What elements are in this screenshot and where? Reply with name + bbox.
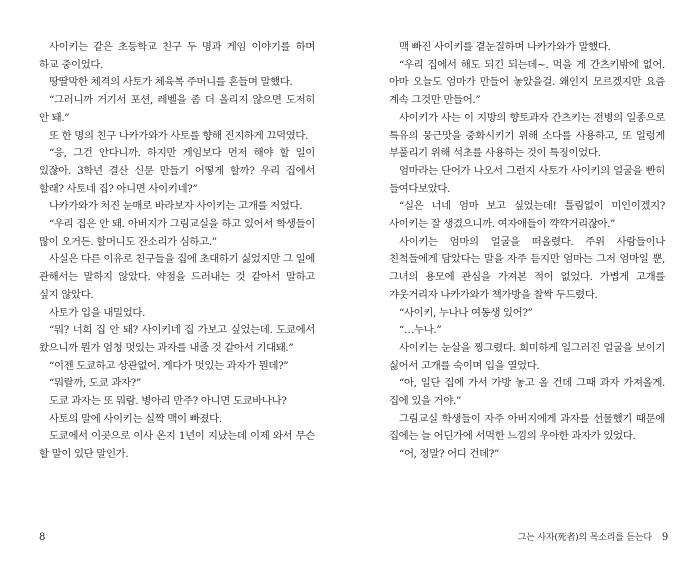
paragraph: 사토의 말에 사이키는 실짝 맥이 빠졌다. — [49, 412, 222, 425]
paragraph: 사이키는 눈살을 찡그렸다. 희미하게 일그러진 얼굴을 보이기 싫어서 고개를 숙이며 입을 열었다. — [389, 341, 665, 372]
paragraph: 사이키는 엄마의 얼굴을 떠올렸다. 주위 사람들이나 친척들에게 담았다는 말을 자주 듣지만 엄마는 그저 엄마일 뿐, 그녀의 용모에 관심을 가져본 적이 없었다. 가볍게 고개를 갸웃거리자 나카가와가 책가방을 찰싹 두드렸다. — [389, 235, 665, 301]
running-footer — [518, 532, 668, 544]
paragraph: 맥 빠진 사이키를 곁눈질하며 나카가와가 말했다. — [399, 41, 611, 53]
paragraph: 도쿄에서 이곳으로 이사 온지 1년이 지났는데 이제 와서 무슨 할 말이 있단 말인가. — [39, 430, 315, 461]
paragraph: “아, 일단 집에 가서 가방 놓고 올 건데 그때 과자 가져올게. 집에 있을 거야.” — [389, 377, 665, 408]
paragraph: 사이키는 같은 초등학교 친구 두 명과 게임 이야기를 하며 하교 중이었다. — [39, 41, 315, 71]
left-page-body — [39, 39, 315, 464]
paragraph: “응, 그건 안다니까. 하지만 게임보다 먼저 해야 할 일이 있잖아. 3학년 결산 신문 만들기 어떻게 할까? 우리 집에서 할래? 사토네 집? 아니면 사이키네?” — [39, 147, 315, 195]
paragraph: “뭐랄까, 도쿄 과자?” — [49, 377, 141, 390]
paragraph: 나카가와가 처진 눈매로 바라보자 사이키는 고개를 저었다. — [49, 200, 303, 213]
right-page — [350, 0, 700, 562]
paragraph: “우리 집은 안 돼. 아버지가 그림교실을 하고 있어서 학생들이 많이 오거든. 할머니도 잔소리가 심하고.” — [39, 218, 315, 248]
paragraph: “우리 집에서 해도 되긴 되는데~. 먹을 게 간츠키밖에 없어. 아마 오늘도 엄마가 만들어 놓았을걸. 왜인지 모르겠지만 요즘 계속 그것만 만들어.” — [389, 58, 665, 107]
paragraph: “사이키, 누나나 여동생 있어?” — [399, 306, 533, 319]
paragraph: 땅딸막한 체격의 사토가 체육복 주머니를 흔들며 말했다. — [49, 76, 293, 89]
running-title: 그는 사자(死者)의 목소리를 듣는다 — [517, 533, 652, 543]
paragraph: 사실은 다른 이유로 친구들을 집에 초대하기 싫었지만 그 일에 관해서는 말하지 않았다. 약점을 드러내는 것 같아서 말하고 싶지 않았다. — [39, 253, 315, 301]
paragraph: 도쿄 과자는 또 뭐람. 병아리 만주? 아니면 도쿄바나나? — [49, 395, 287, 408]
paragraph: 또 한 명의 친구 나카가와가 사토를 향해 진지하게 끄덕였다. — [49, 129, 309, 142]
page-number: 9 — [661, 532, 668, 543]
paragraph: “뭐? 너희 집 안 돼? 사이키네 집 가보고 싶었는데. 도쿄에서 왔으니까 뭔가 엄청 멋있는 과자를 내줄 것 같아서 기대돼.” — [39, 324, 315, 354]
paragraph: “…누나.” — [399, 324, 442, 337]
paragraph: “그러니까 거기서 포션, 레벨을 좀 더 올리지 않으면 도저히 안 돼.” — [39, 94, 315, 124]
paragraph: 사토가 입을 내밀었다. — [49, 306, 146, 319]
paragraph: “어, 정말? 어디 건데?” — [399, 448, 499, 461]
paragraph: 그림교실 학생들이 자주 아버지에게 과자를 선물했기 때문에 집에는 늘 어딘가에 서먹한 느낌의 우아한 과자가 있었다. — [389, 412, 665, 443]
right-page-body — [389, 39, 665, 464]
page-number: 8 — [39, 532, 46, 543]
paragraph: “실은 너네 엄마 보고 싶었는데! 틀림없이 미인이겠지? 사이키는 잘 생겼으니까. 여자애들이 꺅꺅거리잖아.” — [389, 200, 665, 231]
paragraph: “이젠 도쿄하고 상관없어. 게다가 멋있는 과자가 뭔데?” — [49, 359, 289, 372]
paragraph: 사이키가 사는 이 지방의 향토과자 간츠키는 전병의 일종으로 특유의 뭉근맛을 중화시키기 위해 소다를 사용하고, 또 일렁게 부풀리기 위해 석초를 사용하는 것이 특징이었다. — [389, 111, 665, 160]
paragraph: 엄마라는 단어가 나오서 그런지 사토가 사이키의 얼굴을 빤히 들여다보았다. — [389, 164, 665, 195]
